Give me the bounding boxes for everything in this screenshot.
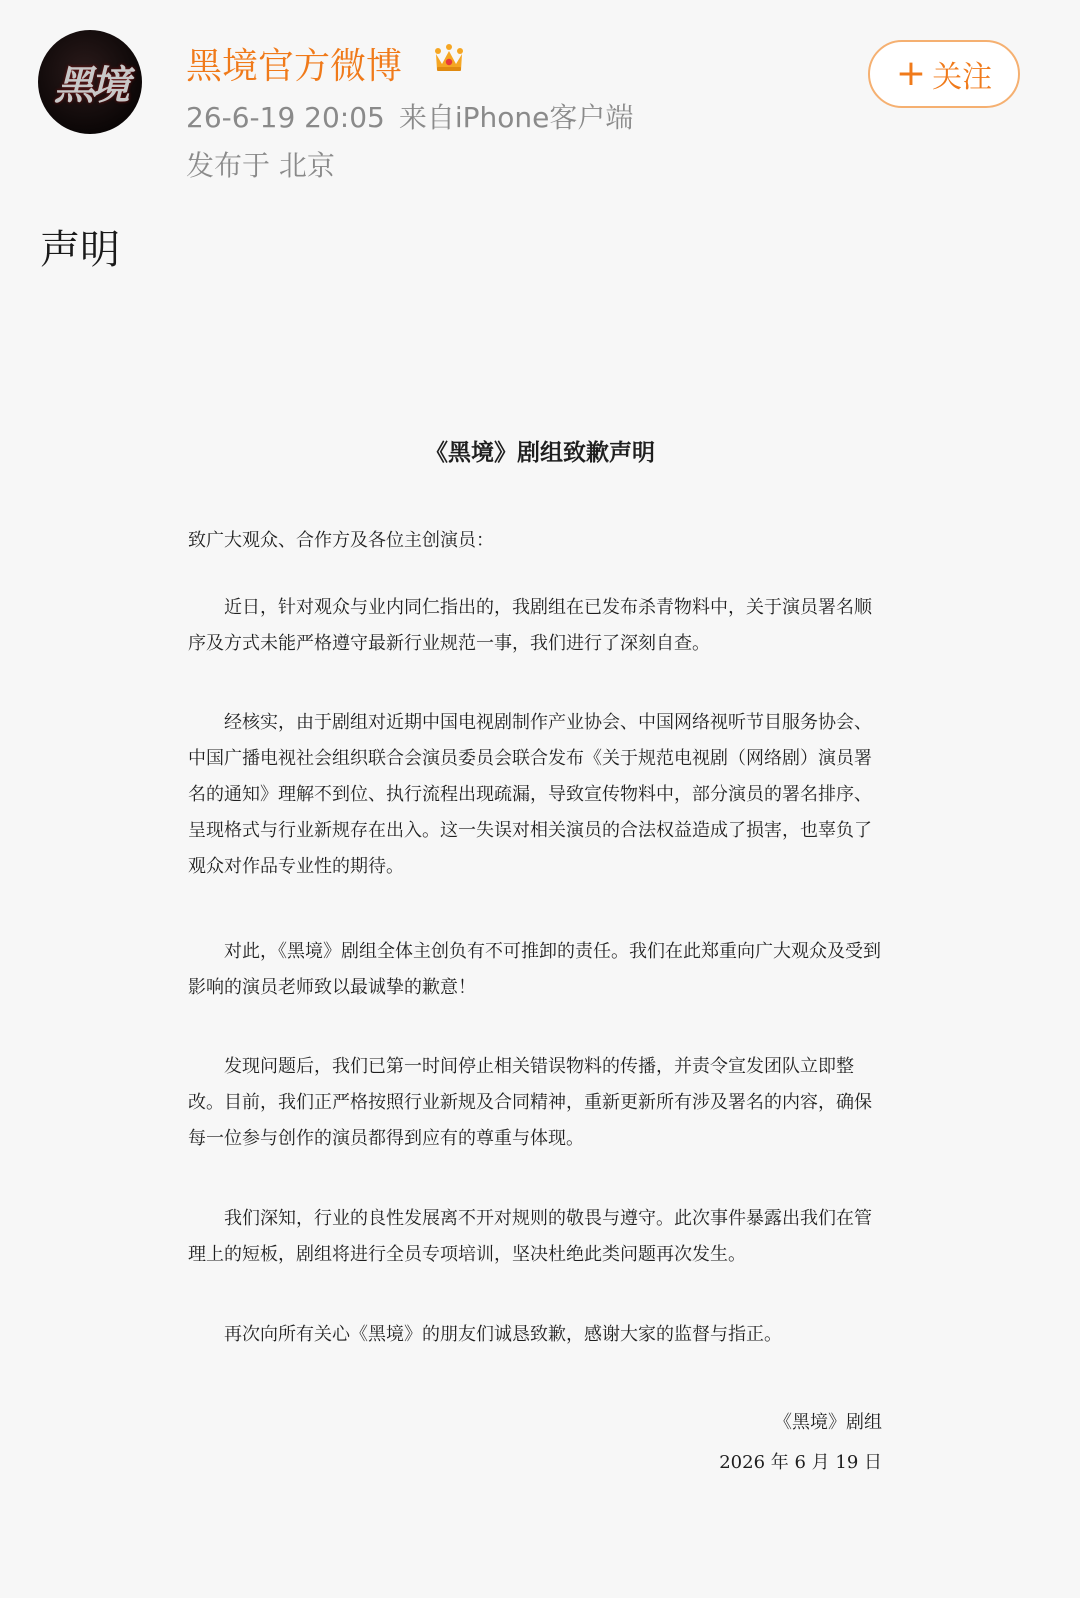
statement-paragraph: 对此，《黑境》剧组全体主创负有不可推卸的责任。我们在此郑重向广大观众及受到影响的演员老师致以最诚挚的歉意！ bbox=[188, 941, 881, 998]
statement-paragraph: 近日，针对观众与业内同仁指出的，我剧组在已发布杀青物料中，关于演员署名顺序及方式未能严格遵守最新行业规范一事，我们进行了深刻自查。 bbox=[188, 597, 872, 654]
statement-salutation: 致广大观众、合作方及各位主创演员： bbox=[188, 530, 494, 551]
statement-paragraph: 发现问题后，我们已第一时间停止相关错误物料的传播，并责令宣发团队立即整改。目前，我们正严格按照行业新规及合同精神，重新更新所有涉及署名的内容，确保每一位参与创作的演员都得到应有的尊重与体现。 bbox=[188, 1056, 872, 1149]
statement-paragraph: 经核实，由于剧组对近期中国电视剧制作产业协会、中国网络视听节目服务协会、中国广播电视社会组织联合会演员委员会联合发布《关于规范电视剧（网络剧）演员署名的通知》理解不到位、执行流程出现疏漏，导致宣传物料中，部分演员的署名排序、呈现格式与行业新规存在出入。这一失误对相关演员的合法权益造成了损害，也辜负了观众对作品专业性的期待。 bbox=[188, 712, 872, 877]
statement-paragraph: 再次向所有关心《黑境》的朋友们诚恳致歉，感谢大家的监督与指正。 bbox=[224, 1324, 782, 1345]
avatar[interactable] bbox=[38, 30, 142, 134]
post-text: 声明 bbox=[40, 227, 120, 273]
post-timestamp: 26-6-19 20:05 bbox=[186, 101, 385, 134]
user-name[interactable]: 黑境官方微博 bbox=[186, 46, 403, 87]
statement-image[interactable] bbox=[0, 300, 1080, 1598]
statement-signature: 《黑境》剧组 bbox=[774, 1412, 882, 1433]
post-location: 发布于 北京 bbox=[186, 149, 335, 182]
statement-title: 《黑境》剧组致歉声明 bbox=[425, 439, 655, 466]
plus-icon: + bbox=[895, 53, 927, 94]
crown-icon bbox=[432, 42, 466, 76]
avatar-logo-text: 黑境 bbox=[54, 61, 126, 109]
post-source: 来自iPhone客户端 bbox=[398, 101, 634, 134]
statement-date: 2026 年 6 月 19 日 bbox=[719, 1452, 882, 1473]
post-header bbox=[0, 0, 1080, 200]
follow-button[interactable] bbox=[868, 40, 1020, 108]
follow-label: 关注 bbox=[932, 60, 993, 95]
statement-paragraph: 我们深知，行业的良性发展离不开对规则的敬畏与遵守。此次事件暴露出我们在管理上的短板，剧组将进行全员专项培训，坚决杜绝此类问题再次发生。 bbox=[188, 1208, 872, 1265]
post-meta bbox=[186, 96, 633, 136]
